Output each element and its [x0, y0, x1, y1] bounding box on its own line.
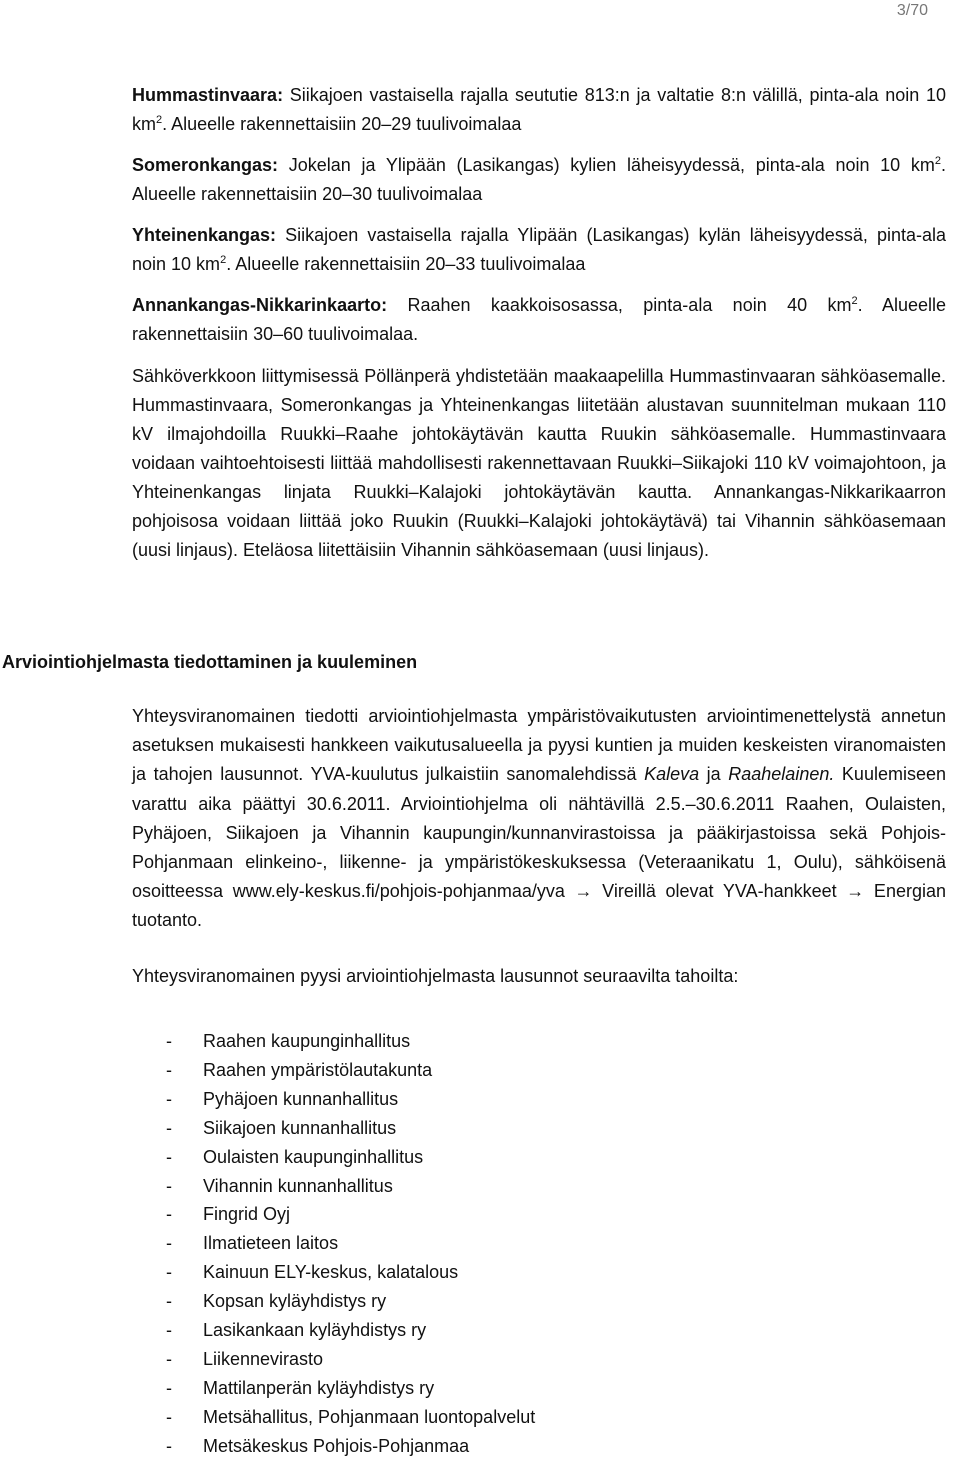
- newspaper-name: Kaleva: [644, 764, 700, 785]
- list-dash: -: [166, 1088, 172, 1109]
- area-name: Yhteinenkangas:: [132, 225, 277, 245]
- area-description: . Alueelle rakennettaisiin 20–30 tuulivoimalaa: [132, 155, 946, 204]
- newspaper-name: Raahelainen.: [728, 764, 835, 785]
- list-dash: -: [166, 1233, 172, 1254]
- list-item: [166, 1200, 535, 1229]
- area-description: . Alueelle rakennettaisiin 20–29 tuulivoimalaa: [162, 114, 522, 134]
- list-item: [166, 1432, 535, 1461]
- list-item-text: Oulaisten kaupunginhallitus: [203, 1146, 424, 1167]
- superscript: 2: [934, 155, 941, 167]
- superscript: 2: [851, 295, 858, 307]
- list-item-text: Lasikankaan kyläyhdistys ry: [203, 1320, 427, 1341]
- list-dash: -: [166, 1377, 172, 1398]
- list-dash: -: [166, 1146, 172, 1167]
- list-item: [166, 1085, 535, 1114]
- list-dash: -: [166, 1204, 172, 1225]
- page-number: 3/70: [896, 2, 928, 19]
- list-dash: -: [166, 1320, 172, 1341]
- superscript: 2: [156, 114, 163, 126]
- notice-text: Kuulemiseen varattu aika päättyi 30.6.2011. Arviointiohjelma oli nähtävillä 2.5.–30.6.2011 Raahen, Oulaisten, Pyhäjoen, Siikajoen ja Vihannin kaupungin/kunnanvirastoissa ja pääkirjastoissa sekä Pohjois-Pohjanmaan elinkeino-, liikenne- ja ympäristökeskuksessa (Veteraanikatu 1, Oulu), sähköisenä osoitteessa www.ely-keskus.fi/pohjois-pohjanmaa/yva → Vireillä olevat YVA-hankkeet → Energian tuotanto.: [132, 764, 946, 931]
- document-body: [132, 81, 946, 565]
- list-item-text: Metsäkeskus Pohjois-Pohjanmaa: [203, 1435, 470, 1456]
- list-dash: -: [166, 1348, 172, 1369]
- list-item: [166, 1345, 535, 1374]
- list-item: [166, 1258, 535, 1287]
- area-name: Someronkangas:: [132, 155, 279, 175]
- list-item: [166, 1143, 535, 1172]
- section-heading: Arviointiohjelmasta tiedottaminen ja kuuleminen: [2, 652, 418, 672]
- list-item-text: Fingrid Oyj: [203, 1204, 291, 1225]
- list-dash: -: [166, 1435, 172, 1456]
- list-dash: -: [166, 1031, 172, 1051]
- area-description: Siikajoen vastaisella rajalla seututie 813:n ja valtatie 8:n välillä, pinta-ala noin 10 km: [132, 85, 946, 134]
- list-intro: Yhteysviranomainen pyysi arviointiohjelmasta lausunnot seuraavilta tahoilta:: [132, 965, 739, 986]
- list-dash: -: [166, 1175, 172, 1196]
- list-item: [166, 1316, 535, 1345]
- area-paragraph-someronkangas: [132, 151, 946, 209]
- list-item: [166, 1114, 535, 1143]
- list-item-text: Liikennevirasto: [203, 1348, 324, 1369]
- list-dash: -: [166, 1117, 172, 1138]
- area-paragraph-yhteinenkangas: [132, 221, 946, 279]
- list-dash: -: [166, 1291, 172, 1312]
- list-item-text: Raahen kaupunginhallitus: [203, 1031, 411, 1051]
- area-description: Raahen kaakkoisosassa, pinta-ala noin 40 km: [387, 295, 852, 315]
- list-dash: -: [166, 1059, 172, 1080]
- list-item-text: Vihannin kunnanhallitus: [203, 1175, 393, 1196]
- list-item: [166, 1287, 535, 1316]
- superscript: 2: [220, 254, 227, 266]
- list-item-text: Metsähallitus, Pohjanmaan luontopalvelut: [203, 1406, 536, 1427]
- list-item-text: Mattilanperän kyläyhdistys ry: [203, 1377, 435, 1398]
- area-description: Siikajoen vastaisella rajalla Ylipään (Lasikangas) kylän läheisyydessä, pinta-ala noin 10 km: [132, 225, 946, 274]
- list-item: [166, 1374, 535, 1403]
- list-item-text: Raahen ympäristölautakunta: [203, 1059, 433, 1080]
- list-dash: -: [166, 1406, 172, 1427]
- list-item-text: Kainuun ELY-keskus, kalatalous: [203, 1262, 459, 1283]
- area-description: . Alueelle rakennettaisiin 30–60 tuulivoimalaa.: [132, 295, 946, 344]
- area-paragraph-annankangas: [132, 291, 946, 349]
- area-name: Hummastinvaara:: [132, 85, 284, 105]
- list-item-text: Ilmatieteen laitos: [203, 1233, 339, 1254]
- area-name: Annankangas-Nikkarinkaarto:: [132, 295, 388, 315]
- notice-paragraph: [132, 702, 946, 936]
- list-item: [166, 1027, 535, 1056]
- area-description: Jokelan ja Ylipään (Lasikangas) kylien läheisyydessä, pinta-ala noin 10 km: [278, 155, 935, 175]
- grid-connection-paragraph: Sähköverkkoon liittymisessä Pöllänperä yhdistetään maakaapelilla Hummastinvaaran sähköasemalle. Hummastinvaara, Someronkangas ja Yhteinenkangas liitetään alustavan suunnitelman mukaan 110 kV ilmajohdoilla Ruukki–Raahe johtokäytävän kautta Ruukin sähköasemalle. Hummastinvaara voidaan vaihtoehtoisesti liittää mahdollisesti rakennettavaan Ruukki–Siikajoki 110 kV voimajohtoon, ja Yhteinenkangas linjata Ruukki–Kalajoki johtokäytävän kautta. Annankangas-Nikkarikaarron pohjoisosa voidaan liittää joko Ruukin (Ruukki–Kalajoki johtokäytävä) tai Vihannin sähköasemaan (uusi linjaus). Eteläosa liitettäisiin Vihannin sähköasemaan (uusi linjaus).: [132, 366, 946, 560]
- list-item: [166, 1403, 535, 1432]
- list-item: [166, 1056, 535, 1085]
- area-description: . Alueelle rakennettaisiin 20–33 tuulivoimalaa: [226, 254, 586, 274]
- list-dash: -: [166, 1262, 172, 1283]
- recipient-list: [166, 1027, 535, 1461]
- list-item-text: Pyhäjoen kunnanhallitus: [203, 1088, 399, 1109]
- list-item: [166, 1229, 535, 1258]
- notice-text: Yhteysviranomainen tiedotti arviointiohjelmasta ympäristövaikutusten arviointimenettelystä annetun asetuksen mukaisesti hankkeen vaikutusalueella ja pyysi kuntien ja muiden keskeisten viranomaisten ja tahojen lausunnot. YVA-kuulutus julkaistiin sanomalehdissä: [132, 706, 946, 785]
- list-item: [166, 1172, 535, 1201]
- list-item-text: Kopsan kyläyhdistys ry: [203, 1291, 387, 1312]
- area-paragraph-hummastinvaara: [132, 81, 946, 139]
- list-item-text: Siikajoen kunnanhallitus: [203, 1117, 397, 1138]
- notice-section: [132, 702, 946, 991]
- notice-text: ja: [699, 764, 729, 785]
